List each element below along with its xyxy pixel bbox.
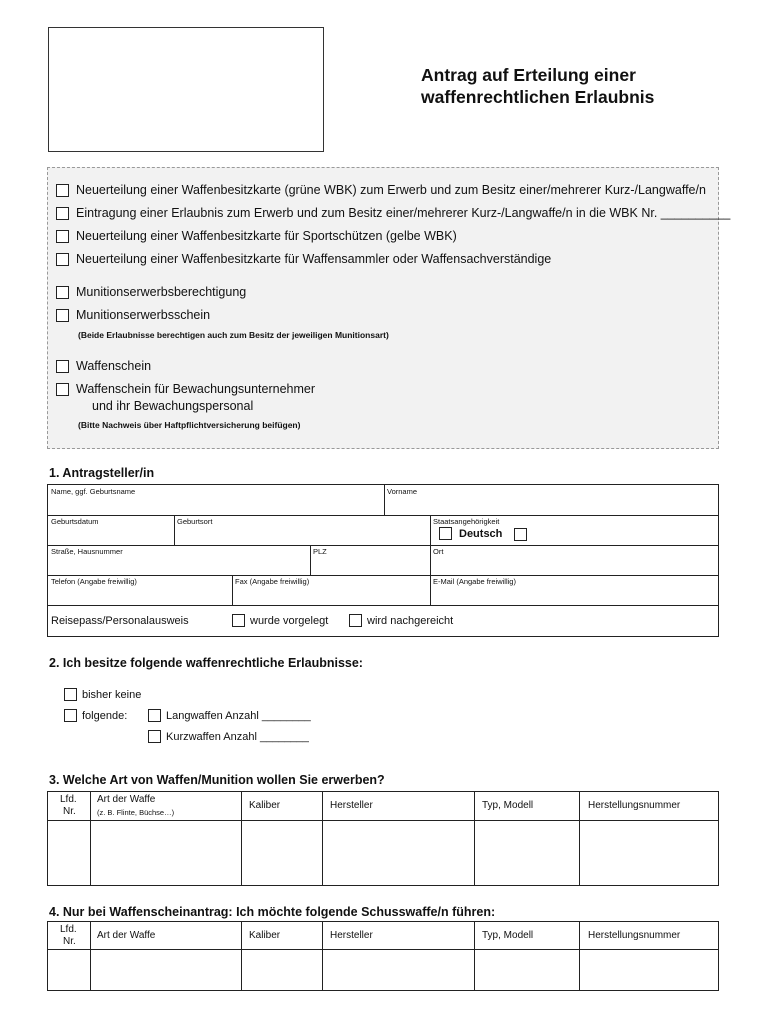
geburtsort-field[interactable]: Geburtsort: [177, 517, 213, 526]
vorgelegt-option[interactable]: wurde vorgelegt: [232, 614, 328, 627]
checkbox[interactable]: [439, 527, 452, 540]
checkbox[interactable]: [148, 709, 161, 722]
section4-heading: 4. Nur bei Waffenscheinantrag: Ich möchte folgende Schusswaffe/n führen:: [49, 905, 496, 919]
col-lfd: Lfd.: [60, 794, 77, 805]
checkbox[interactable]: [349, 614, 362, 627]
col-hersteller: Hersteller: [330, 800, 373, 811]
vorname-field[interactable]: Vorname: [387, 487, 418, 496]
name-field[interactable]: Name, ggf. Geburtsname: [51, 487, 136, 496]
checkbox[interactable]: [56, 253, 69, 266]
email-field[interactable]: E-Mail (Angabe freiwillig): [433, 577, 516, 586]
ort-field[interactable]: Ort: [433, 547, 444, 556]
col-nr: Nr.: [63, 936, 76, 947]
langwaffen-option[interactable]: Langwaffen Anzahl ________: [148, 709, 311, 722]
fax-field[interactable]: Fax (Angabe freiwillig): [235, 577, 310, 586]
checkbox[interactable]: [64, 688, 77, 701]
option-neuerteilung-gruene-wbk[interactable]: Neuerteilung einer Waffenbesitzkarte (grüne WBK) zum Erwerb und zum Besitz einer/mehrerer Kurz-/Langwaffe/n: [56, 182, 706, 198]
option-waffensammler[interactable]: Neuerteilung einer Waffenbesitzkarte für Waffensammler oder Waffensachverständige: [56, 251, 551, 267]
option-munitionserwerbsschein[interactable]: Munitionserwerbsschein: [56, 307, 210, 323]
telefon-field[interactable]: Telefon (Angabe freiwillig): [51, 577, 137, 586]
haftpflicht-note: (Bitte Nachweis über Haftpflichtversicherung beifügen): [78, 420, 301, 430]
folgende-option[interactable]: folgende:: [64, 709, 127, 722]
deutsch-option[interactable]: Deutsch: [439, 527, 502, 540]
col-nr: Nr.: [63, 806, 76, 817]
col-nummer: Herstellungsnummer: [588, 930, 681, 941]
other-nationality-checkbox[interactable]: [514, 528, 527, 541]
application-type-options: [47, 167, 731, 449]
strasse-field[interactable]: Straße, Hausnummer: [51, 547, 123, 556]
col-kaliber: Kaliber: [249, 800, 281, 811]
munition-note: (Beide Erlaubnisse berechtigen auch zum Besitz der jeweiligen Munitionsart): [78, 330, 389, 340]
section2-heading: 2. Ich besitze folgende waffenrechtliche Erlaubnisse:: [49, 656, 363, 670]
col-nummer: Herstellungsnummer: [588, 800, 681, 811]
col-kaliber: Kaliber: [249, 930, 281, 941]
checkbox[interactable]: [64, 709, 77, 722]
checkbox[interactable]: [56, 207, 69, 220]
title-line-1: Antrag auf Erteilung einer: [421, 65, 636, 85]
page-title: [421, 64, 654, 108]
col-typ: Typ, Modell: [482, 930, 534, 941]
geburtsdatum-field[interactable]: Geburtsdatum: [51, 517, 99, 526]
col-typ: Typ, Modell: [482, 800, 534, 811]
stamp-box: [48, 27, 324, 152]
col-hersteller: Hersteller: [330, 930, 373, 941]
staatsangehoerigkeit-field: Staatsangehörigkeit: [433, 517, 500, 526]
option-munitionserwerbsberechtigung[interactable]: Munitionserwerbsberechtigung: [56, 284, 246, 300]
col-art-hint: (z. B. Flinte, Büchse…): [97, 808, 175, 817]
title-line-2: waffenrechtlichen Erlaubnis: [421, 87, 655, 107]
checkbox[interactable]: [56, 360, 69, 373]
plz-field[interactable]: PLZ: [313, 547, 327, 556]
option-bewachung-line2: und ihr Bewachungspersonal: [92, 399, 254, 413]
weapons-acquire-table: [47, 791, 719, 886]
kurzwaffen-option[interactable]: Kurzwaffen Anzahl ________: [148, 730, 309, 743]
section3-heading: 3. Welche Art von Waffen/Munition wollen Sie erwerben?: [49, 773, 385, 787]
option-eintragung-wbk[interactable]: Eintragung einer Erlaubnis zum Erwerb und zum Besitz einer/mehrerer Kurz-/Langwaffe/n in die WBK Nr. __________: [56, 205, 730, 221]
checkbox[interactable]: [148, 730, 161, 743]
checkbox[interactable]: [56, 383, 69, 396]
checkbox[interactable]: [56, 184, 69, 197]
option-waffenschein[interactable]: Waffenschein: [56, 358, 151, 374]
option-sportschuetzen[interactable]: Neuerteilung einer Waffenbesitzkarte für Sportschützen (gelbe WBK): [56, 228, 457, 244]
bisher-keine-option[interactable]: bisher keine: [64, 688, 141, 701]
col-art: Art der Waffe: [97, 794, 156, 805]
checkbox[interactable]: [56, 230, 69, 243]
checkbox[interactable]: [56, 309, 69, 322]
applicant-table: [47, 484, 719, 637]
col-art: Art der Waffe: [97, 930, 156, 941]
nachgereicht-option[interactable]: wird nachgereicht: [349, 614, 453, 627]
weapons-carry-table: [47, 921, 719, 991]
section1-heading: 1. Antragsteller/in: [49, 466, 155, 480]
reisepass-label: Reisepass/Personalausweis: [51, 615, 189, 627]
checkbox[interactable]: [56, 286, 69, 299]
checkbox[interactable]: [232, 614, 245, 627]
col-lfd: Lfd.: [60, 924, 77, 935]
option-waffenschein-bewachung[interactable]: Waffenschein für Bewachungsunternehmer: [56, 381, 315, 397]
